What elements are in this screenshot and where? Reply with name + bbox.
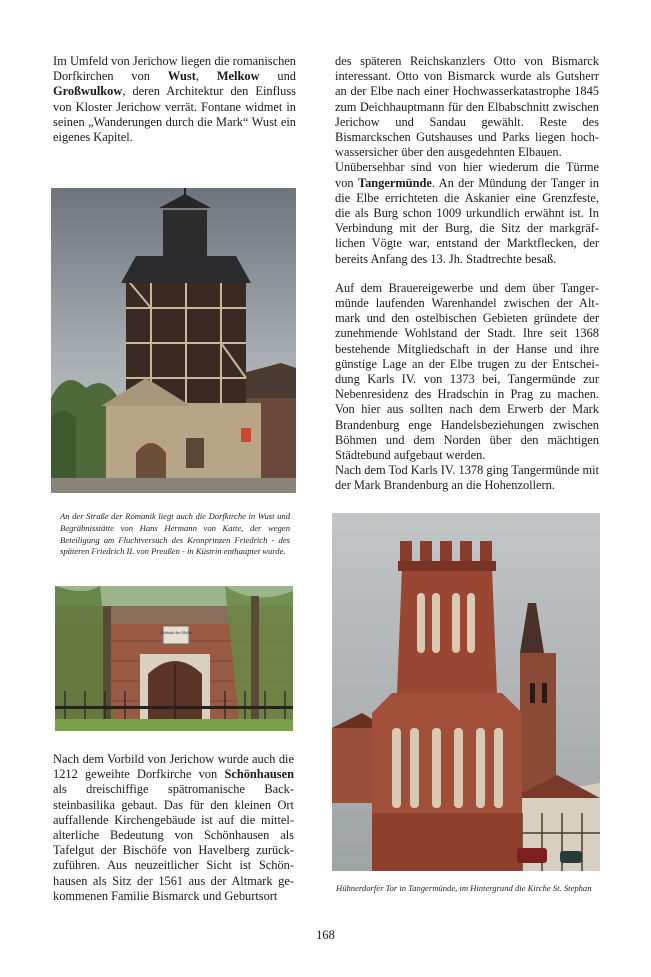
caption-dorfkirche-wust: An der Straße der Romanik liegt auch die Dorfkirche in Wust und Begräbnisstätte von Hans Hermann von Katte, der wegen Beteiligung am Fluchtversuch des Kronprinzen Friedrich - des späteren Friedrich II. von Preußen - in Küstrin enthauptet wurde.	[60, 511, 290, 557]
photo-huehnerdorfer-tor	[332, 513, 600, 871]
caption-huehnerdorfer-tor: Hühnerdorfer Tor in Tangermünde, im Hintergrund die Kirche St. Stephan	[336, 883, 592, 893]
left-column-top-text	[53, 54, 296, 145]
paragraph-tangermuende: Unübersehbar sind von hier wiederum die Türme von Tangermünde. An der Mündung der Tanger in die Elbe errichteten die Askanier eine Grenzfeste, die als Burg schon 1009 urkundlich erwähnt ist. In Verbindung mit der Burg, die Sitz der markgräflichen Vögte war, entstand der Marktflecken, der bereits Anfang des 13. Jh. Stadtrechte besaß.	[335, 160, 600, 266]
paragraph-wust: Im Umfeld von Jerichow liegen die romanischen Dorfkirchen von Wust, Melkow und Großwulkow, deren Architektur den Einfluss von Kloster Jerichow verrät. Fontane widmet in seinen „Wanderungen durch die Mark“ Wust ein eigenes Kapitel.	[53, 54, 296, 145]
church-tower-illustration	[51, 188, 296, 493]
paragraph-hohenzollern: Nach dem Tod Karls IV. 1378 ging Tangermünde mit der Mark Brandenburg an die Hohenzollern.	[335, 463, 599, 493]
brick-tower-illustration	[332, 513, 600, 871]
brick-gate-illustration	[55, 586, 293, 731]
left-column-bottom-text	[53, 752, 294, 904]
page-number: 168	[316, 928, 335, 942]
photo-backsteinhaus	[55, 586, 293, 731]
paragraph-hanse: Auf dem Brauereigewerbe und dem über Tangermünde laufenden Warenhandel zwischen der Altmark und den ostelbischen Gebieten gründete der zunehmende Wohlstand der Stadt. Ihre seit 1368 bestehende Mitgliedschaft in der Hanse und ihre günstige Lage an der Elbe trugen zu der Entscheidung Karls IV. von 1373 bei, Tangermünde zur Nebenresidenz des Hradschin in Prag zu machen. Von hier aus sollten nach dem Erwerb der Mark Brandenburg enge Handelsbeziehungen zwischen Böhmen und dem Norden über den mächtigen Städtebund aufgebaut werden.	[335, 280, 599, 463]
nameplate-sign	[163, 626, 189, 644]
sign-text: Gebäude der Molke	[160, 630, 192, 635]
paragraph-schoenhausen: Nach dem Vorbild von Jerichow wurde auch die 1212 geweihte Dorfkirche von Schönhausen als dreischiffige spätromanische Backsteinbasilika gebaut. Das für den kleinen Ort auffallende Kirchengebäude ist auf die mittelalterliche Bedeutung von Schönhausen als Tafelgut der Bischöfe von Havelberg zurückzuführen. Aus neuzeitlicher Sicht ist Schönhausen als Sitz der 1561 aus der Altmark gekommenen Familie Bismarck und Geburtsort	[53, 752, 294, 903]
right-column-text	[335, 54, 599, 494]
photo-dorfkirche-wust	[51, 188, 296, 493]
paragraph-bismarck: des späteren Reichskanzlers Otto von Bismarck interessant. Otto von Bismarck wurde als Gutsherr an der Elbe nach einer Hochwasserkatastrophe 1845 zum Deichhauptmann für den Elbabschnitt zwischen Jerichow und Sandau gewählt. Reste des Bismarckschen Gutshauses und Parks liegen hochwassersicher über den ausgedehnten Elbauen.	[335, 54, 599, 160]
